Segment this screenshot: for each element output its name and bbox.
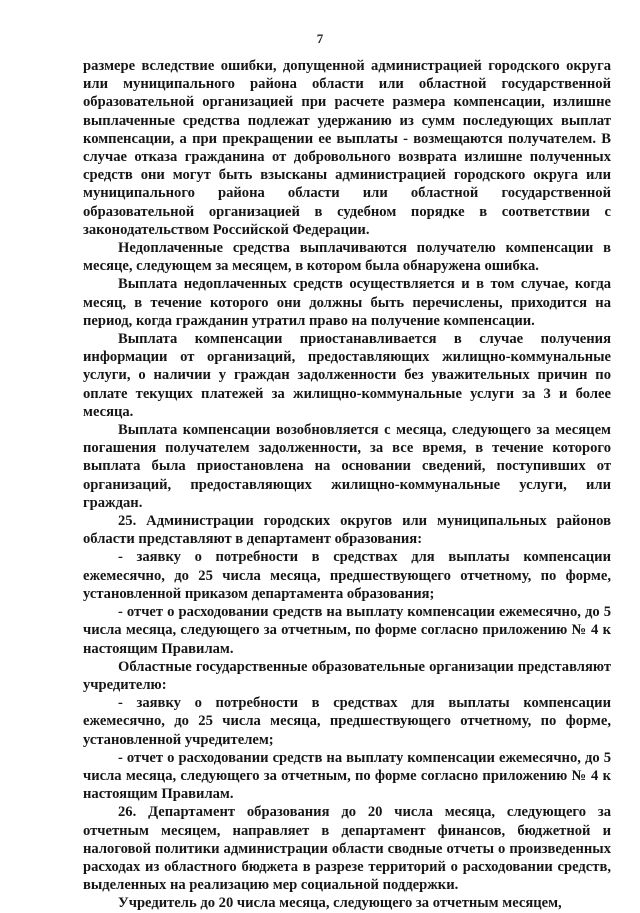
page-number: 7 [316,31,324,46]
paragraph: Выплата недоплаченных средств осуществляется и в том случае, когда месяц, в течение которого они должны быть перечислены, приходится на период, когда гражданин утратил право на получение компенсации. [83,276,611,329]
list-item: - заявку о потребности в средствах для выплаты компенсации ежемесячно, до 25 числа месяца, предшествующего отчетному, по форме, установленной приказом департамента образования; [83,549,611,602]
list-item: - отчет о расходовании средств на выплату компенсации ежемесячно, до 5 числа месяца, следующего за отчетным, по форме согласно приложению № 4 к настоящим Правилам. [83,749,611,803]
document-body [83,57,611,913]
paragraph: Учредитель до 20 числа месяца, следующего за отчетным месяцем, [118,895,562,912]
paragraph: 26. Департамент образования до 20 числа месяца, следующего за отчетным месяцем, направляет в департамент финансов, бюджетной и налоговой политики администрации области сводные отчеты о произведенных расходах из областного бюджета в разрезе территорий о расходовании средств, выделенных на реализацию мер социальной поддержки. [83,804,611,894]
list-item: - заявку о потребности в средствах для выплаты компенсации ежемесячно, до 25 числа месяца, предшествующего отчетному, по форме, установленной учредителем; [83,695,611,748]
paragraph: Выплата компенсации возобновляется с месяца, следующего за месяцем погашения получателем задолженности, за все время, в течение которого выплата была приостановлена на основании сведений, поступивших от организаций, предоставляющих жилищно-коммунальные услуги, или граждан. [83,422,611,511]
list-item: - отчет о расходовании средств на выплату компенсации ежемесячно, до 5 числа месяца, следующего за отчетным, по форме согласно приложению № 4 к настоящим Правилам. [83,604,611,657]
paragraph: размере вследствие ошибки, допущенной администрацией городского округа или муниципального района области или областной государственной образовательной организацией при расчете размера компенсации, излишне выплаченные средства подлежат удержанию из сумм последующих выплат компенсации, а при прекращении ее выплаты - возмещаются получателем. В случае отказа гражданина от добровольного возврата излишне полученных средств они могут быть взысканы администрацией городского округа или муниципального района области или областной государственной образовательной организацией в судебном порядке в соответствии с законодательством Российской Федерации. [83,58,611,238]
paragraph: 25. Администрации городских округов или муниципальных районов области представляют в департамент образования: [83,513,611,548]
paragraph: Недоплаченные средства выплачиваются получателю компенсации в месяце, следующем за месяцем, в котором была обнаружена ошибка. [83,240,611,275]
paragraph: Областные государственные образовательные организации представляют учредителю: [83,658,611,693]
paragraph: Выплата компенсации приостанавливается в случае получения информации от организаций, предоставляющих жилищно-коммунальные услуги, о наличии у граждан задолженности без уважительных причин по оплате текущих платежей за жилищно-коммунальные услуги за 3 и более месяца. [83,331,611,420]
